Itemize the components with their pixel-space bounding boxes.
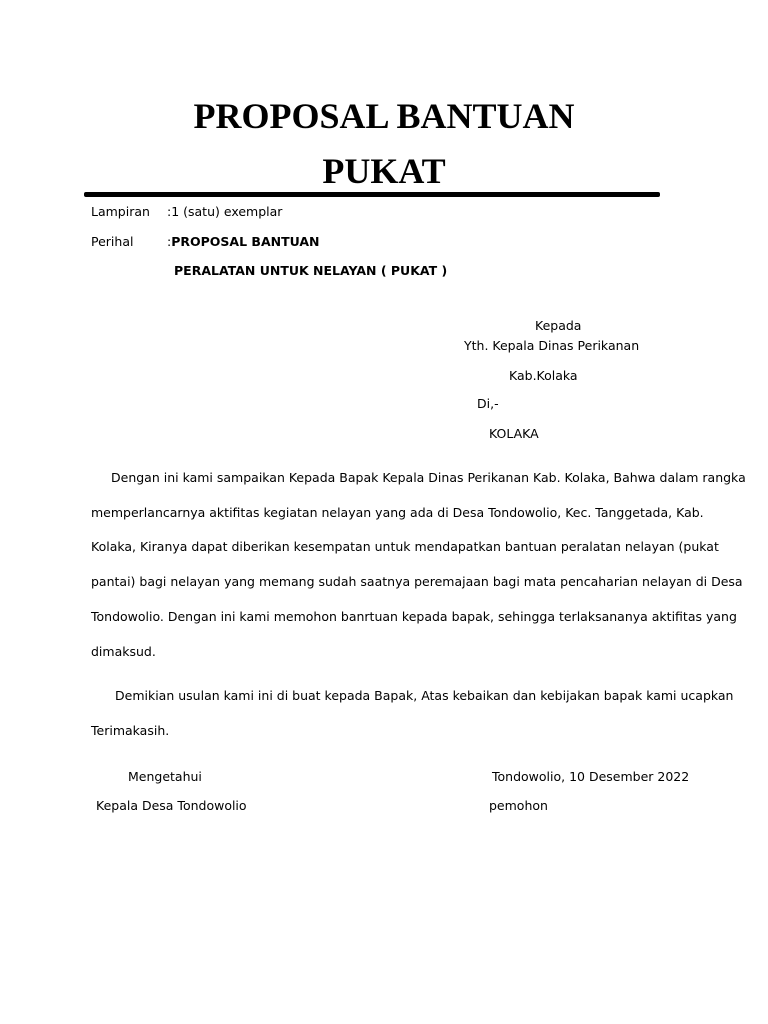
title-divider (84, 192, 660, 197)
signature-left-mengetahui: Mengetahui (128, 769, 202, 784)
body-paragraph-1-line: Dengan ini kami sampaikan Kepada Bapak Kepala Dinas Perikanan Kab. Kolaka, Bahwa dalam rangka (111, 470, 746, 485)
signature-right-pemohon: pemohon (489, 798, 548, 813)
perihal-value-line-1: :PROPOSAL BANTUAN (167, 234, 320, 249)
title-line-2: PUKAT (322, 151, 446, 191)
recipient-di: Di,- (477, 396, 499, 411)
body-paragraph-1-line: Tondowolio. Dengan ini kami memohon banrtuan kepada bapak, sehingga terlaksananya aktifitas yang (91, 608, 737, 624)
body-paragraph-1-line: dimaksud. (91, 643, 156, 659)
recipient-kepada: Kepada (535, 318, 582, 333)
body-paragraph-2-line: Terimakasih. (91, 722, 170, 738)
body-paragraph-1-line: Kolaka, Kiranya dapat diberikan kesempatan untuk mendapatkan bantuan peralatan nelayan (pukat (91, 539, 719, 555)
perihal-label: Perihal (91, 234, 134, 249)
signature-left-title: Kepala Desa Tondowolio (96, 798, 247, 813)
body-paragraph-1-line: memperlancarnya aktifitas kegiatan nelayan yang ada di Desa Tondowolio, Kec. Tanggetada, Kab. (91, 504, 704, 520)
perihal-value-line-2: PERALATAN UNTUK NELAYAN ( PUKAT ) (174, 263, 448, 278)
lampiran-value: :1 (satu) exemplar (167, 204, 283, 219)
lampiran-label: Lampiran (91, 204, 150, 219)
body-paragraph-1 (91, 461, 746, 669)
title-line-1: PROPOSAL BANTUAN (193, 96, 575, 136)
body-paragraph-2-line: Demikian usulan kami ini di buat kepada Bapak, Atas kebaikan dan kebijakan bapak kami ucapkan (115, 688, 734, 703)
recipient-title: Yth. Kepala Dinas Perikanan (464, 338, 640, 353)
body-paragraph-1-line: pantai) bagi nelayan yang memang sudah saatnya peremajaan bagi mata pencaharian nelayan di Desa (91, 574, 743, 590)
signature-right-date: Tondowolio, 10 Desember 2022 (492, 769, 690, 784)
recipient-city: KOLAKA (489, 426, 539, 441)
recipient-regency: Kab.Kolaka (509, 368, 578, 383)
body-paragraph-2 (91, 679, 734, 748)
